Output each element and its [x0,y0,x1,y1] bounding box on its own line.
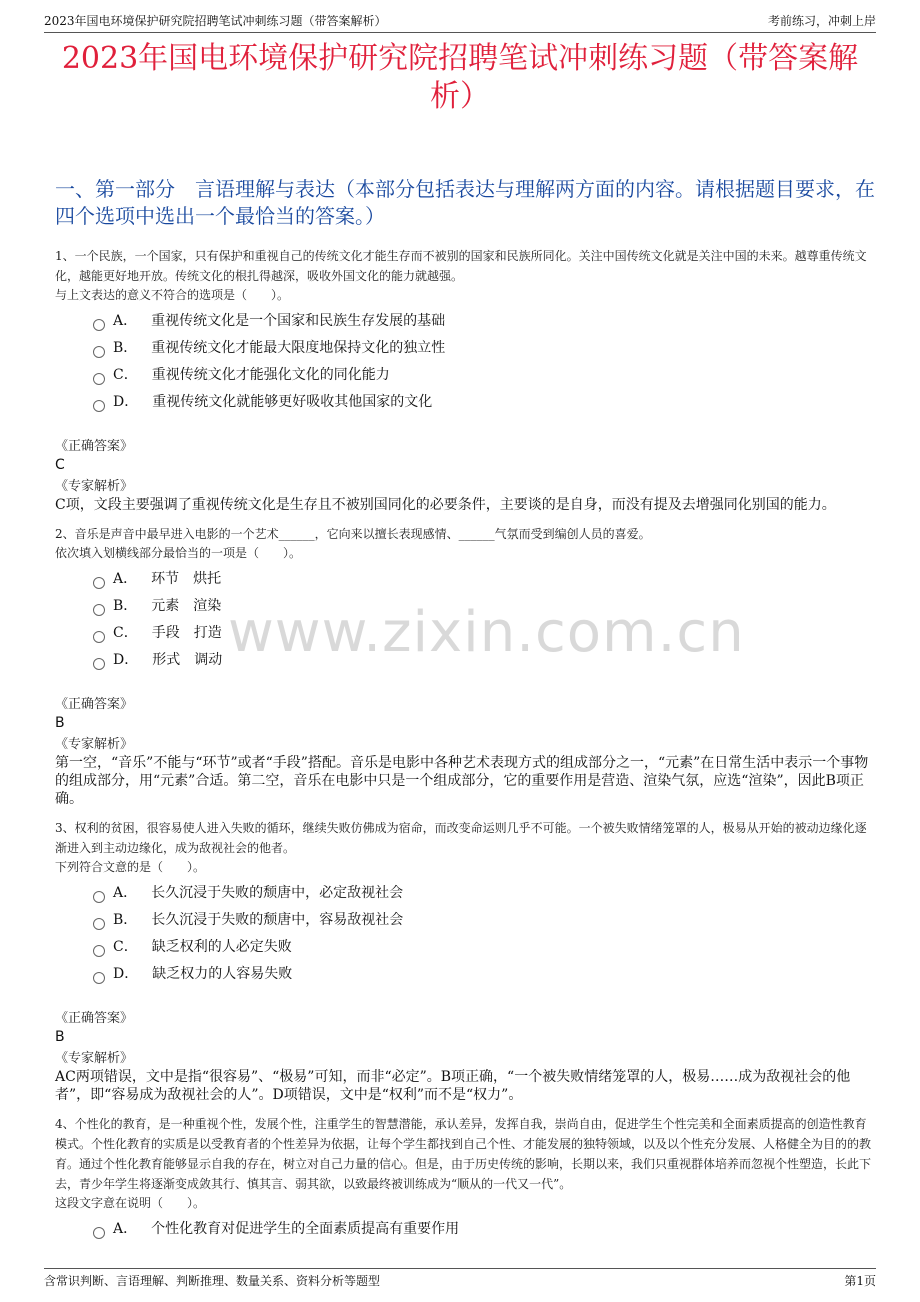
option-c[interactable] [93,620,875,647]
option-a[interactable] [93,308,875,335]
option-b[interactable] [93,593,875,620]
option-text: 缺乏权力的人容易失败 [152,966,293,982]
page-footer [44,1268,876,1291]
radio-icon[interactable] [93,604,105,616]
radio-icon[interactable] [93,945,105,957]
radio-icon[interactable] [93,319,105,331]
option-b[interactable] [93,335,875,362]
option-text: 环节 烘托 [151,571,222,587]
question-stem: 4、个性化的教育，是一种重视个性，发展个性，注重学生的智慧潜能，承认差异，发挥自我，崇尚自由，促进学生个性完美和全面素质提高的创造性教育模式。个性化教育的实质是以受教育者的个性差异为依据，让每个学生都找到自己个性、才能发展的独特领域，以及以个性充分发展、人格健全为目的的教育。通过个性化教育能够显示自我的存在，树立对自己力量的信心。但是，由于历史传统的影响，长期以来，我们只重视群体培养而忽视个性塑造，长此下去，青少年学生将逐渐变成敛其行、慎其言、弱其欲，以致最终被训练成为“顺从的一代又一代”。 [55,1117,872,1191]
option-letter: C． [113,367,138,383]
option-text: 重视传统文化就能够更好吸收其他国家的文化 [152,394,433,410]
option-b[interactable] [93,907,875,934]
radio-icon[interactable] [93,658,105,670]
radio-icon[interactable] [93,346,105,358]
radio-icon[interactable] [93,918,105,930]
option-letter: A． [113,313,138,329]
radio-icon[interactable] [93,631,105,643]
radio-icon[interactable] [93,891,105,903]
question-list [55,246,875,1253]
option-text: 元素 渲染 [151,598,222,614]
header-doc-title: 2023年国电环境保护研究院招聘笔试冲刺练习题（带答案解析） [44,14,387,28]
option-a[interactable] [93,880,875,907]
question-stem: 2、音乐是声音中最早进入电影的一个艺术______，它向来以擅长表现感情、______气氛而受到编创人员的喜爱。 [55,527,651,541]
question-2 [55,524,875,808]
option-c[interactable] [93,362,875,389]
option-c[interactable] [93,934,875,961]
option-list [93,880,875,988]
option-a[interactable] [93,1216,875,1243]
question-stem: 3、权利的贫困，很容易使人进入失败的循环，继续失败仿佛成为宿命，而改变命运则几乎不可能。一个被失败情绪笼罩的人，极易从开始的被动边缘化逐渐进入到主动边缘化，成为敌视社会的他者。 [55,821,867,855]
answer-label: 《正确答案》 [55,439,134,454]
option-letter: A． [113,571,138,587]
answer-label: 《正确答案》 [55,1011,134,1026]
answer-label: 《正确答案》 [55,697,134,712]
header-slogan: 考前练习，冲刺上岸 [767,14,876,28]
option-text: 长久沉浸于失败的颓唐中，必定敌视社会 [151,885,404,901]
option-letter: B． [113,598,138,614]
section-title: 一、第一部分 言语理解与表达（本部分包括表达与理解两方面的内容。请根据题目要求，在四个选项中选出一个最恰当的答案。） [55,177,875,228]
watermark: www.zixin.com.cn [228,600,745,665]
option-d[interactable] [93,389,875,416]
option-text: 个性化教育对促进学生的全面素质提高有重要作用 [151,1221,460,1237]
radio-icon[interactable] [93,373,105,385]
radio-icon[interactable] [93,400,105,412]
option-text: 长久沉浸于失败的颓唐中，容易敌视社会 [151,912,404,928]
page-header [44,10,876,33]
page-number: 第1页 [844,1274,876,1288]
question-4 [55,1114,875,1243]
question-stem: 1、一个民族，一个国家，只有保护和重视自己的传统文化才能生存而不被别的国家和民族所同化。关注中国传统文化就是关注中国的未来。越尊重传统文化，越能更好地开放。传统文化的根扎得越深，吸收外国文化的能力就越强。 [55,249,867,283]
option-letter: B． [113,340,138,356]
option-text: 形式 调动 [152,652,223,668]
option-letter: B． [113,912,138,928]
analysis-label: 《专家解析》 [55,1051,134,1066]
option-text: 重视传统文化是一个国家和民族生存发展的基础 [151,313,446,329]
option-text: 缺乏权利的人必定失败 [151,939,292,955]
option-text: 重视传统文化才能最大限度地保持文化的独立性 [151,340,446,356]
analysis-label: 《专家解析》 [55,479,134,494]
radio-icon[interactable] [93,972,105,984]
analysis-text: 第一空，“音乐”不能与“环节”或者“手段”搭配。音乐是电影中各种艺术表现方式的组成部分之一，“元素”在日常生活中表示一个事物的组成部分，用“元素”合适。第二空，音乐在电影中只是一个组成部分，它的重要作用是营造、渲染气氛，应选“渲染”，因此B项正确。 [55,755,869,807]
option-d[interactable] [93,647,875,674]
option-text: 手段 打造 [151,625,222,641]
question-prompt: 与上文表达的意义不符合的选项是（ ）。 [55,288,290,302]
analysis-text: C项，文段主要强调了重视传统文化是生存且不被别国同化的必要条件，主要谈的是自身，而没有提及去增强同化别国的能力。 [55,497,836,513]
option-letter: D． [113,966,139,982]
option-letter: A． [113,885,138,901]
answer-value: B [55,715,65,731]
option-a[interactable] [93,566,875,593]
option-letter: C． [113,939,138,955]
question-prompt: 依次填入划横线部分最恰当的一项是（ ）。 [55,546,302,560]
answer-value: B [55,1029,65,1045]
option-list [93,308,875,416]
option-letter: D． [113,394,139,410]
analysis-label: 《专家解析》 [55,737,134,752]
radio-icon[interactable] [93,1227,105,1239]
question-3 [55,818,875,1104]
option-list [93,1216,875,1243]
option-letter: C． [113,625,138,641]
page-title: 2023年国电环境保护研究院招聘笔试冲刺练习题（带答案解析） [61,41,859,114]
question-1 [55,246,875,514]
option-d[interactable] [93,961,875,988]
question-prompt: 下列符合文意的是（ ）。 [55,860,206,874]
option-list [93,566,875,674]
option-letter: A． [113,1221,138,1237]
radio-icon[interactable] [93,577,105,589]
answer-value: C [55,457,65,473]
footer-note: 含常识判断、言语理解、判断推理、数量关系、资料分析等题型 [44,1274,381,1288]
analysis-text: AC两项错误，文中是指“很容易”、“极易”可知，而非“必定”。B项正确，“一个被失败情绪笼罩的人，极易……成为敌视社会的他者”，即“容易成为敌视社会的人”。D项错误，文中是“权利”而不是“权力”。 [55,1069,851,1103]
question-prompt: 这段文字意在说明（ ）。 [55,1196,206,1210]
option-text: 重视传统文化才能强化文化的同化能力 [151,367,390,383]
option-letter: D． [113,652,139,668]
